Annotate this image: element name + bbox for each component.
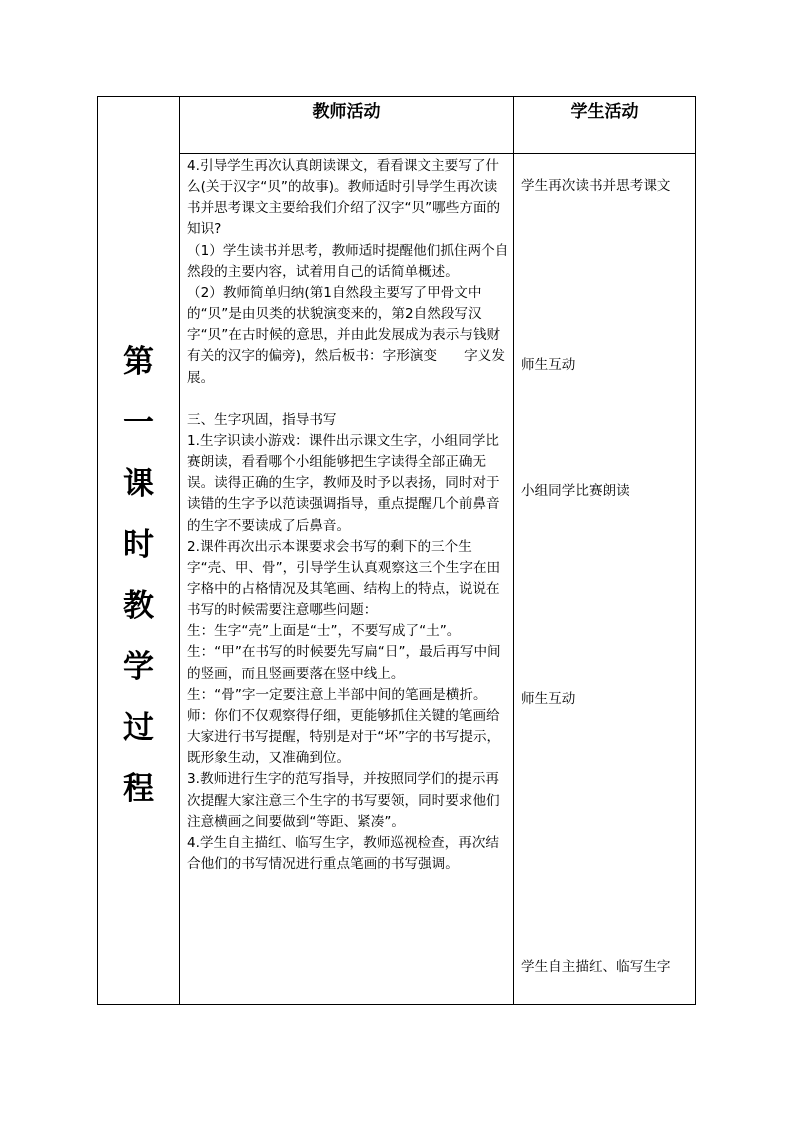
side-title-char: 过 xyxy=(123,709,154,746)
side-title-char: 一 xyxy=(123,404,154,441)
teacher-paragraph: （2）教师简单归纳(第1自然段主要写了甲骨文中的“贝”是由贝类的状貌演变来的，第2自然段写汉字“贝”在古时候的意思，并由此发展成为表示与钱财有关的汉字的偏旁)，然后板书：字形演变 字义发展。 xyxy=(187,284,505,386)
teacher-paragraph: 4.学生自主描红、临写生字，教师巡视检查，再次结合他们的书写情况进行重点笔画的书写强调。 xyxy=(187,834,500,872)
teacher-paragraph: 2.课件再次出示本课要求会书写的剩下的三个生字“壳、甲、骨”，引导学生认真观察这三个生字在田字格中的占格情况及其笔画、结构上的特点，说说在书写的时候需要注意哪些问题： xyxy=(187,538,501,619)
teacher-paragraph: （1）学生读书并思考，教师适时提醒他们抓住两个自然段的主要内容，试着用自己的话简单概述。 xyxy=(187,242,509,280)
side-title-char: 程 xyxy=(123,770,154,807)
paragraph-gap xyxy=(187,389,509,410)
lesson-plan-table xyxy=(97,96,696,1005)
teacher-activity-header: 教师活动 xyxy=(180,97,514,154)
student-activity-cell xyxy=(514,154,696,1005)
side-title-char: 第 xyxy=(123,343,154,380)
teacher-paragraph: 生：生字“壳”上面是“士”，不要写成了“土”。 xyxy=(187,623,461,640)
side-title-char: 时 xyxy=(123,526,154,563)
student-note: 学生自主描红、临写生字 xyxy=(521,959,671,975)
teacher-paragraph: 师：你们不仅观察得仔细，更能够抓住关键的笔画给大家进行书写提醒，特别是对于“坏”字的书写提示，既形象生动，又准确到位。 xyxy=(187,707,501,767)
student-note: 师生互动 xyxy=(521,357,576,373)
side-title-char: 教 xyxy=(123,587,154,624)
teacher-paragraph: 3.教师进行生字的范写指导，并按照同学们的提示再次提醒大家注意三个生字的书写要领，同时要求他们注意横画之间要做到“等距、紧凑”。 xyxy=(187,771,500,830)
content-row xyxy=(98,154,696,1005)
student-note: 学生再次读书并思考课文 xyxy=(521,178,671,194)
teacher-activity-cell xyxy=(180,154,514,1005)
teacher-paragraph: 生：“骨”字一定要注意上半部中间的笔画是横折。 xyxy=(187,686,487,703)
teacher-paragraph: 1.生字识读小游戏：课件出示课文生字，小组同学比赛朗读，看看哪个小组能够把生字读得全部正确无误。读得正确的生字，教师及时予以表扬，同时对于读错的生字予以范读强调指导，重点提醒几个前鼻音的生字不要读成了后鼻音。 xyxy=(187,432,500,534)
header-row xyxy=(98,97,696,154)
student-note: 小组同学比赛朗读 xyxy=(521,483,630,499)
section-heading: 三、生字巩固，指导书写 xyxy=(187,411,337,428)
teacher-paragraph: 4.引导学生再次认真朗读课文，看看课文主要写了什么(关于汉字“贝”的故事)。教师适时引导学生再次读书并思考课文主要给我们介绍了汉字“贝”哪些方面的知识? xyxy=(187,158,501,238)
side-title xyxy=(119,282,159,820)
side-title-char: 学 xyxy=(123,648,154,685)
student-activity-header: 学生活动 xyxy=(514,97,696,154)
side-title-char: 课 xyxy=(123,465,154,502)
side-title-cell xyxy=(98,97,180,1005)
teacher-paragraph: 生：“甲”在书写的时候要先写扁“日”，最后再写中间的竖画，而且竖画要落在竖中线上。 xyxy=(187,644,501,682)
student-note: 师生互动 xyxy=(521,691,576,707)
